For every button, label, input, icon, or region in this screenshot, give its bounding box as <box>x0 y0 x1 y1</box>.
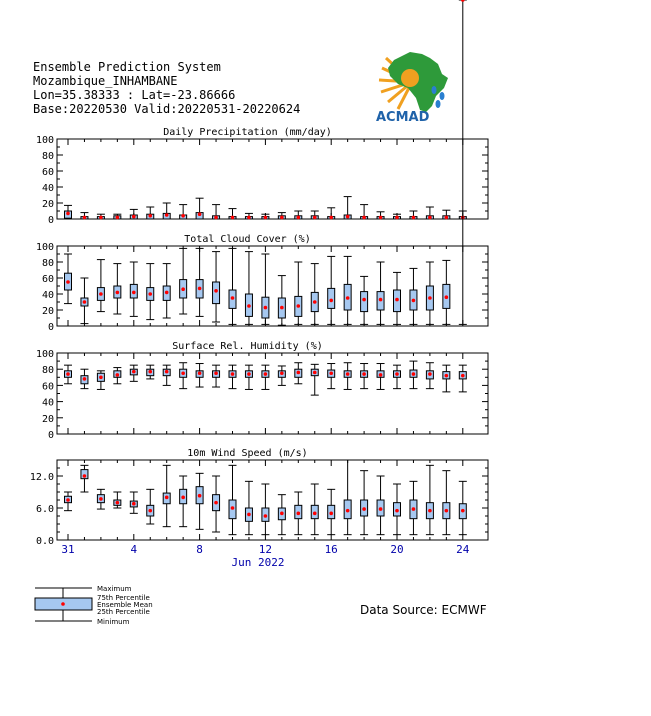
box-day-21 <box>409 361 417 389</box>
box-iqr <box>328 288 335 308</box>
box-day-11 <box>245 252 253 325</box>
mean-dot <box>329 512 333 516</box>
mean-dot <box>445 374 449 378</box>
header-line-1: Ensemble Prediction System <box>33 60 221 74</box>
panel-3 <box>36 341 488 441</box>
box-day-19 <box>377 262 385 324</box>
box-day-19 <box>377 212 385 219</box>
y-tick-label: 40 <box>41 183 54 194</box>
mean-dot <box>132 370 136 374</box>
box-day-22 <box>426 207 434 219</box>
mean-dot <box>83 216 87 220</box>
box-day-15 <box>311 211 319 219</box>
mean-dot <box>412 372 416 376</box>
box-day-6 <box>163 264 171 318</box>
legend-mean: Ensemble Mean <box>97 601 153 609</box>
mean-dot <box>247 513 251 517</box>
box-day-17 <box>344 197 352 219</box>
y-tick-label: 0 <box>47 215 54 226</box>
mean-dot <box>297 512 301 516</box>
mean-dot <box>362 298 366 302</box>
box-day-20 <box>393 272 401 324</box>
mean-dot <box>165 496 169 500</box>
mean-dot <box>297 216 301 220</box>
box-day-2 <box>97 489 105 509</box>
mean-dot <box>379 216 383 220</box>
box-day-3 <box>113 214 121 219</box>
panel-frame <box>57 353 488 434</box>
mean-dot <box>66 498 70 502</box>
mean-dot <box>346 215 350 219</box>
box-day-9 <box>212 365 220 387</box>
data-source-label: Data Source: ECMWF <box>360 603 487 617</box>
mean-dot <box>264 216 268 220</box>
box-day-12 <box>261 484 269 535</box>
box-day-16 <box>327 208 335 219</box>
x-tick-label: 24 <box>456 543 470 556</box>
mean-dot <box>280 512 284 516</box>
panel-title: Total Cloud Cover (%) <box>184 234 311 245</box>
y-tick-label: 20 <box>41 199 54 210</box>
box-day-8 <box>196 198 204 219</box>
mean-dot <box>99 292 103 296</box>
panel-title: Daily Precipitation (mm/day) <box>163 127 332 138</box>
box-day-7 <box>179 476 187 527</box>
mean-dot <box>116 373 120 377</box>
box-day-14 <box>294 363 302 384</box>
mean-dot <box>379 373 383 377</box>
mean-dot <box>132 502 136 506</box>
mean-dot <box>198 287 202 291</box>
box-day-23 <box>442 210 450 219</box>
y-tick-label: 0 <box>47 322 54 333</box>
y-tick-label: 40 <box>41 397 54 409</box>
box-day-15 <box>311 264 319 325</box>
box-day-4 <box>130 492 138 513</box>
mean-dot <box>214 289 218 293</box>
mean-dot <box>412 507 416 511</box>
mean-dot <box>280 306 284 310</box>
y-tick-label: 60 <box>41 381 54 393</box>
box-day-13 <box>278 366 286 385</box>
box-day-9 <box>212 252 220 322</box>
mean-dot <box>412 216 416 220</box>
box-day-3 <box>113 368 121 384</box>
box-day-23 <box>442 260 450 324</box>
mean-dot <box>461 0 465 2</box>
box-day-4 <box>130 365 138 381</box>
panel-4 <box>30 448 488 547</box>
box-day-14 <box>294 262 302 324</box>
box-day-19 <box>377 476 385 535</box>
box-day-12 <box>261 365 269 389</box>
mean-dot <box>214 216 218 220</box>
mean-dot <box>99 216 103 220</box>
mean-dot <box>313 371 317 375</box>
y-tick-label: 80 <box>41 365 54 377</box>
box-day-2 <box>97 371 105 390</box>
box-day-24 <box>459 365 467 392</box>
logo-text: ACMAD <box>376 110 430 125</box>
mean-dot <box>66 372 70 376</box>
box-day-20 <box>393 365 401 388</box>
mean-dot <box>231 506 235 510</box>
box-day-9 <box>212 476 220 532</box>
mean-dot <box>362 216 366 220</box>
mean-dot <box>198 212 202 216</box>
box-day-13 <box>278 495 286 535</box>
mean-dot <box>231 372 235 376</box>
mean-dot <box>280 216 284 220</box>
box-day-4 <box>130 209 138 219</box>
mean-dot <box>395 298 399 302</box>
box-day-13 <box>278 276 286 326</box>
mean-dot <box>83 300 87 304</box>
box-day-6 <box>163 203 171 219</box>
box-day-1 <box>80 213 88 220</box>
y-tick-label: 100 <box>35 135 54 146</box>
x-axis-labels <box>61 543 469 556</box>
box-day-1 <box>80 278 88 324</box>
mean-dot <box>66 212 70 216</box>
x-tick-label: 8 <box>196 543 203 556</box>
box-day-15 <box>311 484 319 535</box>
mean-dot <box>198 494 202 498</box>
mean-dot <box>264 306 268 310</box>
box-day-10 <box>229 248 237 324</box>
box-day-18 <box>360 364 368 389</box>
panel-2 <box>36 0 488 333</box>
mean-dot <box>116 216 120 220</box>
y-tick-label: 12.0 <box>29 472 54 483</box>
mean-dot <box>395 372 399 376</box>
mean-dot <box>181 214 185 218</box>
mean-dot <box>329 299 333 303</box>
box-day-11 <box>245 481 253 534</box>
mean-dot <box>313 300 317 304</box>
box-day-3 <box>113 264 121 314</box>
mean-dot <box>346 372 350 376</box>
mean-dot <box>231 216 235 220</box>
mean-dot <box>379 298 383 302</box>
x-tick-label: 16 <box>324 543 338 556</box>
y-tick-label: 20 <box>41 413 54 425</box>
x-tick-label: 31 <box>61 543 75 556</box>
box-day-18 <box>360 471 368 535</box>
box-day-11 <box>245 213 253 219</box>
mean-dot <box>247 372 251 376</box>
mean-dot <box>395 216 399 220</box>
box-day-9 <box>212 205 220 220</box>
box-day-8 <box>196 364 204 387</box>
legend-p25: 25th Percentile <box>97 608 150 616</box>
mean-dot <box>428 372 432 376</box>
box-day-13 <box>278 213 286 220</box>
mean-dot <box>428 296 432 300</box>
y-tick-label: 20 <box>41 306 54 317</box>
y-tick-label: 100 <box>35 242 54 253</box>
box-day-5 <box>146 207 154 219</box>
mean-dot <box>148 214 152 218</box>
mean-dot <box>379 507 383 511</box>
mean-dot <box>165 370 169 374</box>
mean-dot <box>148 292 152 296</box>
mean-dot <box>395 509 399 513</box>
box-day-22 <box>426 262 434 324</box>
mean-dot <box>148 370 152 374</box>
box-day-8 <box>196 473 204 529</box>
box-day-12 <box>261 214 269 219</box>
box-day-23 <box>442 471 450 535</box>
box-day-17 <box>344 460 352 535</box>
mean-dot <box>116 291 120 295</box>
legend-p75: 75th Percentile <box>97 594 150 602</box>
mean-dot <box>132 291 136 295</box>
panel-frame <box>57 139 488 219</box>
y-tick-label: 60 <box>41 167 54 178</box>
box-day-24 <box>459 481 467 534</box>
box-day-14 <box>294 211 302 219</box>
box-day-2 <box>97 214 105 219</box>
box-day-6 <box>163 465 171 526</box>
mean-dot <box>165 291 169 295</box>
mean-dot <box>148 509 152 513</box>
box-iqr <box>361 292 368 312</box>
mean-dot <box>280 371 284 375</box>
box-day-31 <box>64 254 72 304</box>
y-tick-label: 100 <box>35 349 54 360</box>
box-day-18 <box>360 276 368 324</box>
x-tick-label: 4 <box>130 543 138 556</box>
box-day-24 <box>459 0 467 324</box>
box-day-11 <box>245 365 253 389</box>
x-axis-month-label: Jun 2022 <box>231 556 285 569</box>
y-tick-label: 6.0 <box>35 504 54 515</box>
box-day-20 <box>393 484 401 535</box>
legend-maximum: Maximum <box>97 585 132 593</box>
mean-dot <box>346 509 350 513</box>
x-tick-label: 12 <box>258 543 273 556</box>
x-tick-label: 20 <box>390 543 404 556</box>
panel-title: 10m Wind Speed (m/s) <box>187 448 308 459</box>
box-day-31 <box>64 365 72 384</box>
mean-dot <box>247 304 251 308</box>
box-day-16 <box>327 364 335 389</box>
box-day-22 <box>426 465 434 534</box>
mean-dot <box>461 374 465 378</box>
box-day-7 <box>179 248 187 314</box>
box-day-18 <box>360 205 368 220</box>
sun-icon <box>401 69 419 87</box>
box-day-1 <box>80 369 88 388</box>
box-day-8 <box>196 248 204 316</box>
legend <box>35 585 153 626</box>
box-iqr <box>213 282 220 304</box>
box-day-23 <box>442 365 450 392</box>
mean-dot <box>461 509 465 513</box>
box-day-5 <box>146 489 154 524</box>
box-day-21 <box>409 268 417 324</box>
mean-dot <box>264 372 268 376</box>
box-day-10 <box>229 465 237 534</box>
mean-dot <box>445 216 449 220</box>
mean-dot <box>346 296 350 300</box>
box-day-3 <box>113 492 121 508</box>
box-day-16 <box>327 256 335 324</box>
mean-dot <box>83 474 87 478</box>
mean-dot <box>428 509 432 513</box>
box-day-31 <box>64 205 72 219</box>
box-day-21 <box>409 481 417 534</box>
header-line-4: Base:20220530 Valid:20220531-20220624 <box>33 102 301 116</box>
mean-dot <box>362 372 366 376</box>
mean-dot <box>181 371 185 375</box>
mean-dot <box>132 215 136 219</box>
box-day-5 <box>146 264 154 320</box>
mean-dot <box>181 496 185 500</box>
box-day-2 <box>97 260 105 312</box>
mean-dot <box>99 497 103 501</box>
box-day-31 <box>64 492 72 511</box>
mean-dot <box>99 376 103 380</box>
box-day-16 <box>327 489 335 534</box>
box-day-21 <box>409 211 417 219</box>
panel-1 <box>36 127 488 226</box>
mean-dot <box>428 216 432 220</box>
box-day-7 <box>179 363 187 389</box>
y-tick-label: 80 <box>41 258 54 269</box>
header-line-3: Lon=35.38333 : Lat=-23.86666 <box>33 88 236 102</box>
mean-dot <box>181 287 185 291</box>
legend-minimum: Minimum <box>97 618 130 626</box>
box-day-10 <box>229 209 237 220</box>
y-tick-label: 40 <box>41 290 54 301</box>
mean-dot <box>362 507 366 511</box>
panel-frame <box>57 246 488 326</box>
mean-dot <box>313 512 317 516</box>
box-day-7 <box>179 205 187 219</box>
box-day-14 <box>294 492 302 535</box>
mean-dot <box>83 377 87 381</box>
legend-mean-dot <box>61 602 65 606</box>
y-tick-label: 60 <box>41 274 54 285</box>
mean-dot <box>231 296 235 300</box>
mean-dot <box>329 371 333 375</box>
acmad-logo <box>376 52 448 125</box>
mean-dot <box>412 299 416 303</box>
mean-dot <box>214 501 218 505</box>
mean-dot <box>214 371 218 375</box>
box-day-22 <box>426 363 434 389</box>
mean-dot <box>264 514 268 518</box>
box-day-4 <box>130 262 138 316</box>
panel-frame <box>57 460 488 540</box>
box-day-5 <box>146 365 154 379</box>
mean-dot <box>297 371 301 375</box>
mean-dot <box>445 295 449 299</box>
box-day-17 <box>344 256 352 324</box>
y-tick-label: 80 <box>41 151 54 162</box>
box-day-1 <box>80 465 88 492</box>
mean-dot <box>247 216 251 220</box>
mean-dot <box>329 216 333 220</box>
box-day-15 <box>311 364 319 395</box>
mean-dot <box>66 280 70 284</box>
box-day-10 <box>229 365 237 388</box>
box-day-17 <box>344 363 352 390</box>
mean-dot <box>116 501 120 505</box>
mean-dot <box>313 216 317 220</box>
mean-dot <box>297 304 301 308</box>
mean-dot <box>198 371 202 375</box>
y-tick-label: 0 <box>47 430 54 441</box>
header-line-2: Mozambique_INHAMBANE <box>33 74 178 88</box>
box-day-6 <box>163 365 171 385</box>
y-tick-label: 0.0 <box>35 536 54 547</box>
panel-title: Surface Rel. Humidity (%) <box>172 341 323 352</box>
box-day-12 <box>261 254 269 324</box>
box-day-19 <box>377 364 385 390</box>
mean-dot <box>165 213 169 217</box>
box-day-20 <box>393 214 401 219</box>
mean-dot <box>445 509 449 513</box>
